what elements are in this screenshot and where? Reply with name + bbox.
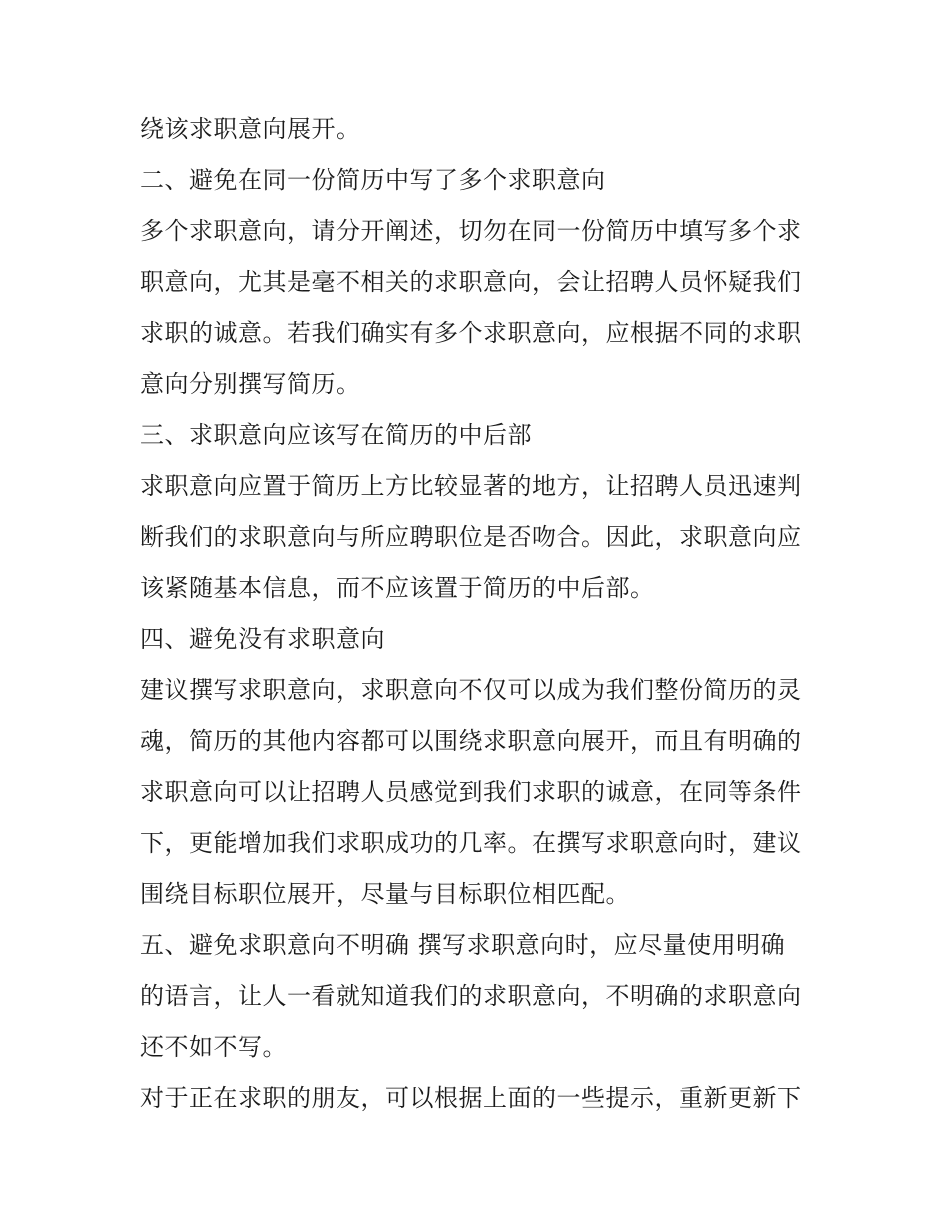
text-line: 下，更能增加我们求职成功的几率。在撰写求职意向时，建议 <box>140 829 802 857</box>
text-line: 意向分别撰写简历。 <box>140 370 361 398</box>
text-line: 还不如不写。 <box>140 1033 287 1061</box>
text-line-intro-end: 绕该求职意向展开。 <box>140 115 361 143</box>
text-line: 求职的诚意。若我们确实有多个求职意向，应根据不同的求职 <box>140 319 802 347</box>
text-line: 多个求职意向，请分开阐述，切勿在同一份简历中填写多个求 <box>140 217 802 245</box>
text-line: 职意向，尤其是毫不相关的求职意向，会让招聘人员怀疑我们 <box>140 268 802 296</box>
text-line: 求职意向可以让招聘人员感觉到我们求职的诚意，在同等条件 <box>140 778 802 806</box>
text-line: 断我们的求职意向与所应聘职位是否吻合。因此，求职意向应 <box>140 523 802 551</box>
text-line: 建议撰写求职意向，求职意向不仅可以成为我们整份简历的灵 <box>140 676 802 704</box>
text-line-closing: 对于正在求职的朋友，可以根据上面的一些提示，重新更新下 <box>140 1084 802 1112</box>
heading-4: 四、避免没有求职意向 <box>140 625 385 653</box>
text-line: 该紧随基本信息，而不应该置于简历的中后部。 <box>140 574 655 602</box>
heading-3: 三、求职意向应该写在简历的中后部 <box>140 421 532 449</box>
text-line: 求职意向应置于简历上方比较显著的地方，让招聘人员迅速判 <box>140 472 802 500</box>
text-line: 的语言，让人一看就知道我们的求职意向，不明确的求职意向 <box>140 982 802 1010</box>
heading-5: 五、避免求职意向不明确 撰写求职意向时，应尽量使用明确 <box>140 931 786 959</box>
text-line: 魂，简历的其他内容都可以围绕求职意向展开，而且有明确的 <box>140 727 802 755</box>
heading-2: 二、避免在同一份简历中写了多个求职意向 <box>140 166 606 194</box>
text-line: 围绕目标职位展开，尽量与目标职位相匹配。 <box>140 880 630 908</box>
document-body <box>140 104 820 1124</box>
